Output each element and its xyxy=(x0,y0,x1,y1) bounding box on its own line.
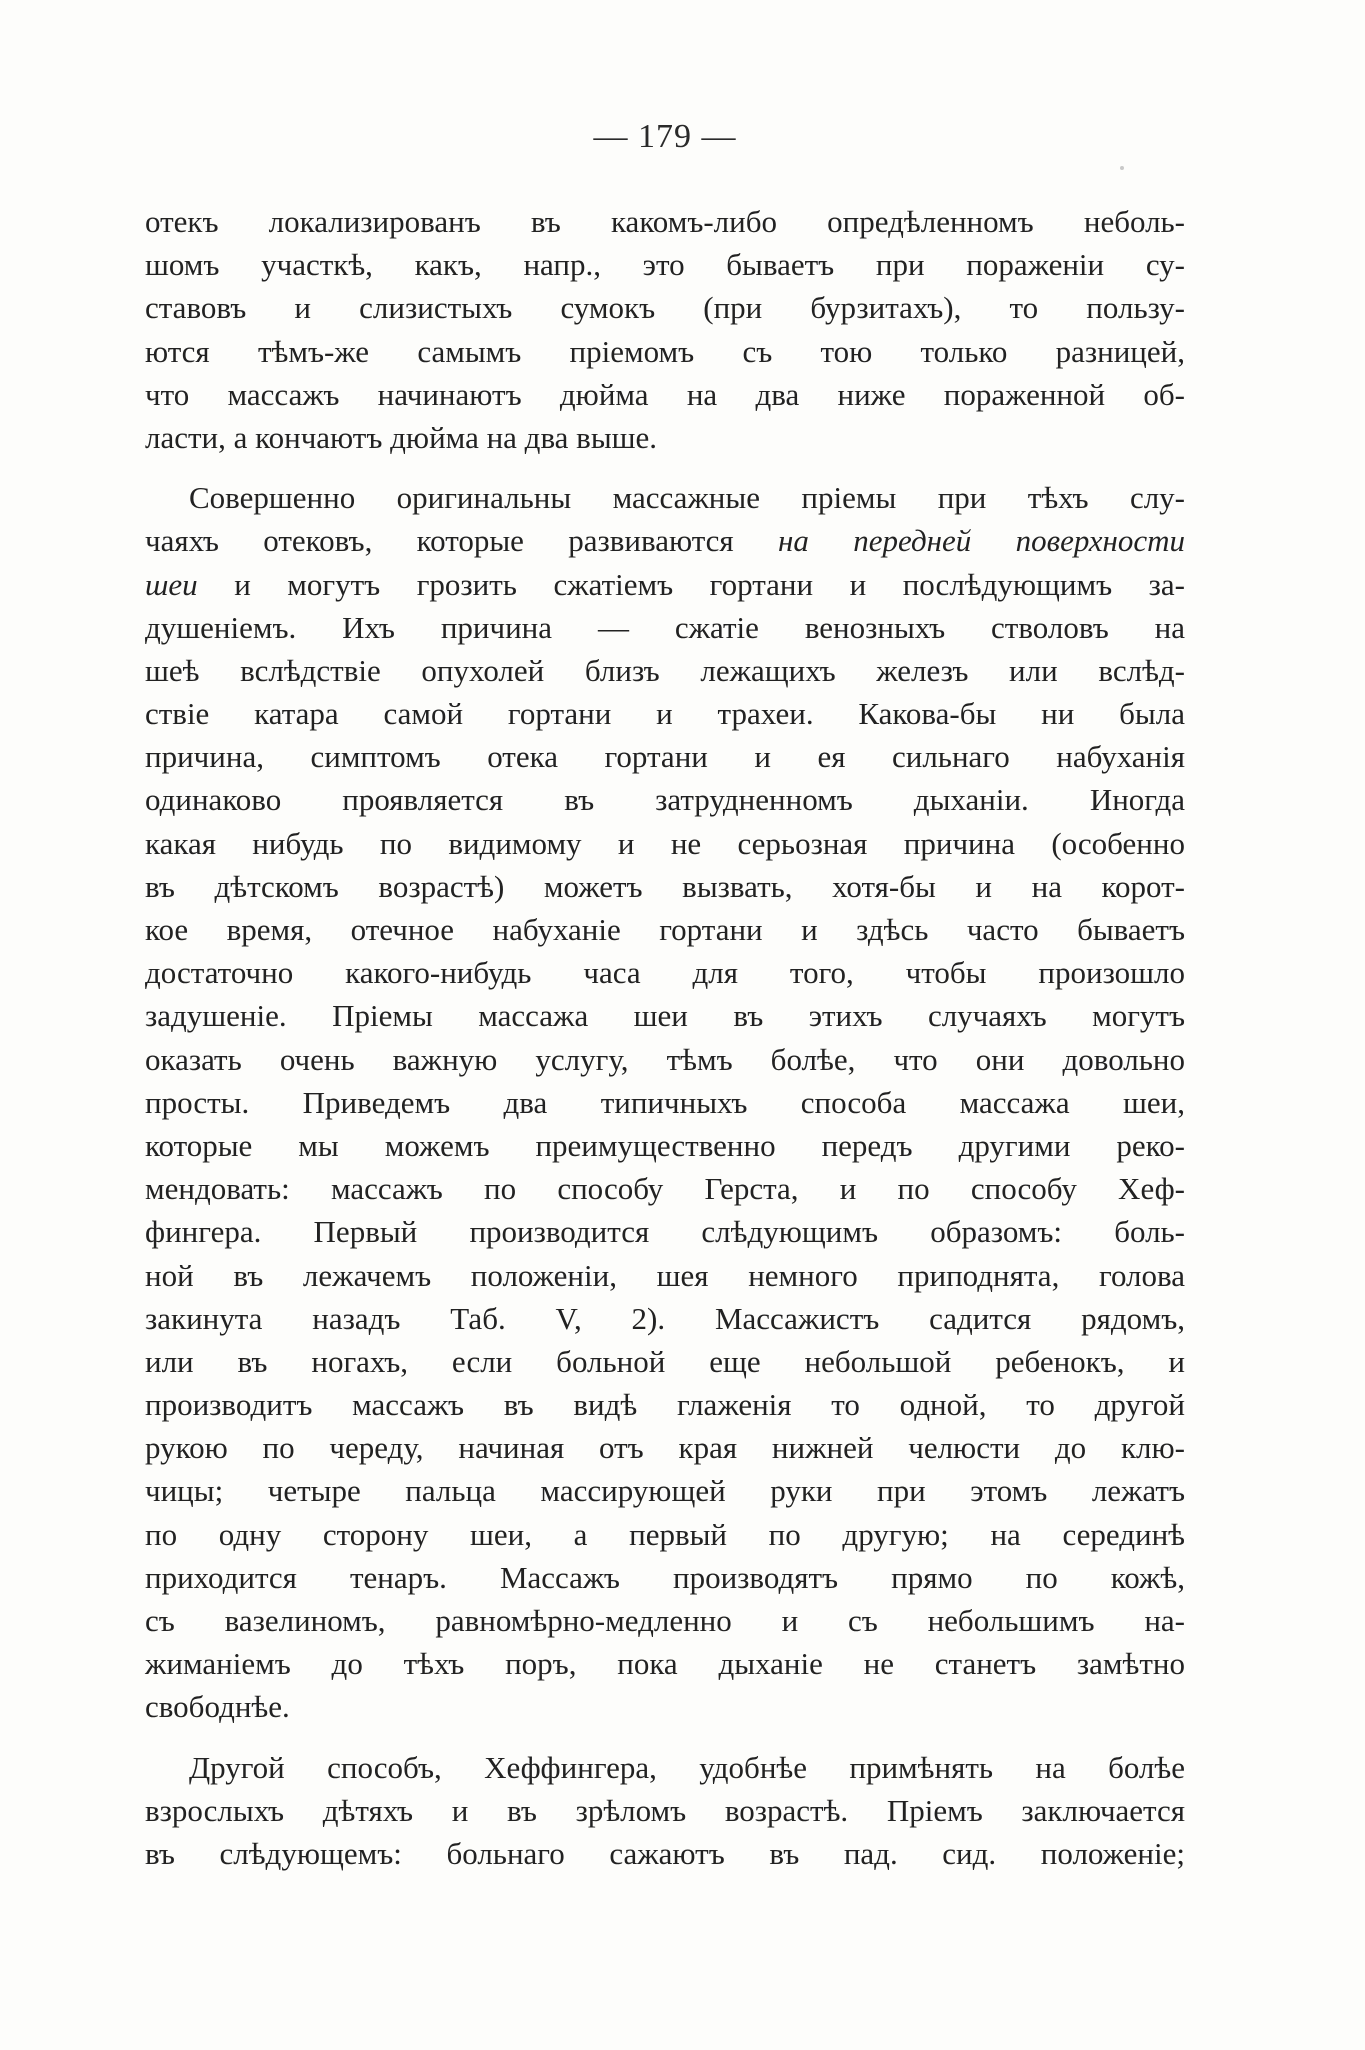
text-run: и могутъ грозить сжатіемъ гортани и послѣдующимъ за- xyxy=(234,566,1185,602)
text-line: ются тѣмъ-же самымъ пріемомъ съ тою только разницей, xyxy=(145,333,1185,369)
text-line: или въ ногахъ, если больной еще небольшой ребенокъ, и xyxy=(145,1343,1185,1379)
italic-run: шеи xyxy=(145,566,198,602)
paragraph-2 xyxy=(145,476,1185,1728)
text-line: жиманіемъ до тѣхъ поръ, пока дыханіе не станетъ замѣтно xyxy=(145,1646,1185,1682)
text-line xyxy=(145,519,1185,562)
text-line: Совершенно оригинальны массажные пріемы при тѣхъ слу- xyxy=(189,480,1185,516)
text-line xyxy=(145,563,1185,606)
text-line: свободнѣе. xyxy=(145,1689,290,1725)
text-line: по одну сторону шеи, а первый по другую; на серединѣ xyxy=(145,1516,1185,1552)
text-line: ной въ лежачемъ положеніи, шея немного приподнята, голова xyxy=(145,1257,1185,1293)
text-line: въ дѣтскомъ возрастѣ) можетъ вызвать, хотя-бы и на корот- xyxy=(145,868,1185,904)
paragraph-1 xyxy=(145,200,1185,459)
text-line: приходится тенаръ. Массажъ производятъ прямо по кожѣ, xyxy=(145,1559,1185,1595)
body-text xyxy=(145,200,1185,1875)
text-line: шомъ участкѣ, какъ, напр., это бываетъ при пораженіи су- xyxy=(145,247,1185,283)
text-line: въ слѣдующемъ: больнаго сажаютъ въ пад. сид. положеніе; xyxy=(145,1835,1185,1871)
text-line: мендовать: массажъ по способу Герста, и по способу Хеф- xyxy=(145,1171,1185,1207)
text-line: которые мы можемъ преимущественно передъ другими реко- xyxy=(145,1127,1185,1163)
text-line: Другой способъ, Хеффингера, удобнѣе примѣнять на болѣе xyxy=(189,1749,1185,1785)
paper-speck xyxy=(1120,166,1124,170)
text-line: ствіе катара самой гортани и трахеи. Какова-бы ни была xyxy=(145,696,1185,732)
page-number: — 179 — xyxy=(593,118,737,155)
text-line: оказать очень важную услугу, тѣмъ болѣе, что они довольно xyxy=(145,1041,1185,1077)
paragraph-3 xyxy=(145,1746,1185,1876)
text-line: закинута назадъ Таб. V, 2). Массажистъ садится рядомъ, xyxy=(145,1300,1185,1336)
text-line: шеѣ вслѣдствіе опухолей близъ лежащихъ железъ или вслѣд- xyxy=(145,652,1185,688)
text-line: одинаково проявляется въ затрудненномъ дыханіи. Иногда xyxy=(145,782,1185,818)
text-line: съ вазелиномъ, равномѣрно-медленно и съ небольшимъ на- xyxy=(145,1603,1185,1638)
text-line: какая нибудь по видимому и не серьозная причина (особенно xyxy=(145,825,1185,861)
text-line: причина, симптомъ отека гортани и ея сильнаго набуханія xyxy=(145,739,1185,775)
text-line: взрослыхъ дѣтяхъ и въ зрѣломъ возрастѣ. Пріемъ заключается xyxy=(145,1792,1185,1828)
text-line: ставовъ и слизистыхъ сумокъ (при бурзитахъ), то пользу- xyxy=(145,290,1185,326)
text-line: чицы; четыре пальца массирующей руки при этомъ лежатъ xyxy=(145,1473,1185,1509)
text-line: отекъ локализированъ въ какомъ-либо опредѣленномъ неболь- xyxy=(145,204,1185,239)
text-line: просты. Приведемъ два типичныхъ способа массажа шеи, xyxy=(145,1084,1185,1120)
text-line: ласти, а кончаютъ дюйма на два выше. xyxy=(145,419,658,455)
text-line: душеніемъ. Ихъ причина — сжатіе венозныхъ стволовъ на xyxy=(145,609,1185,645)
text-line: кое время, отечное набуханіе гортани и здѣсь часто бываетъ xyxy=(145,912,1185,947)
text-line: фингера. Первый производится слѣдующимъ образомъ: боль- xyxy=(145,1214,1185,1250)
text-run: чаяхъ отековъ, которые развиваются xyxy=(145,523,734,559)
text-line: производитъ массажъ въ видѣ глаженія то одной, то другой xyxy=(145,1387,1185,1423)
text-line: что массажъ начинаютъ дюйма на два ниже пораженной об- xyxy=(145,376,1185,412)
text-line: достаточно какого-нибудь часа для того, чтобы произошло xyxy=(145,955,1185,991)
text-line: рукою по череду, начиная отъ края нижней челюсти до клю- xyxy=(145,1430,1185,1466)
italic-run: на передней поверхности xyxy=(778,523,1185,559)
text-line: задушеніе. Пріемы массажа шеи въ этихъ случаяхъ могутъ xyxy=(145,998,1185,1034)
